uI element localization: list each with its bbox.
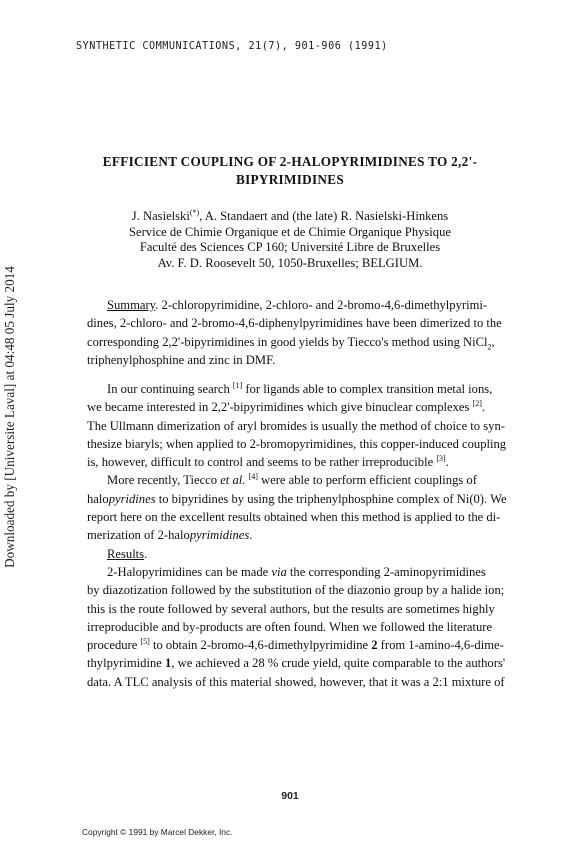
download-watermark: Downloaded by [Universite Laval] at 04:48 05 July 2014: [2, 266, 17, 568]
author-block: [80, 209, 500, 271]
body-line: we became interested in 2,2'-bipyrimidines which give binuclear complexes [2].: [87, 399, 486, 415]
summary-line: triphenylphosphine and zinc in DMF.: [87, 353, 276, 368]
body-line: by diazotization followed by the substitution of the diazonio group by a halide ion;: [87, 583, 505, 598]
results-heading: Results.: [107, 546, 148, 561]
title-line-1: EFFICIENT COUPLING OF 2-HALOPYRIMIDINES TO 2,2'-: [102, 154, 478, 169]
body-line: irreproducible and by-products are often found. When we followed the literature: [87, 619, 493, 634]
affiliation-line-3: Av. F. D. Roosevelt 50, 1050-Bruxelles; BELGIUM.: [157, 255, 423, 270]
affiliation-line-1: Service de Chimie Organique et de Chimie Organique Physique: [128, 224, 451, 239]
affiliation-line-2: Faculté des Sciences CP 160; Université Libre de Bruxelles: [139, 240, 441, 255]
body-line: merization of 2-halopyrimidines.: [87, 528, 253, 543]
summary-paragraph: [87, 296, 501, 370]
body-line: is, however, difficult to control and seems to be rather irreproducible [3].: [87, 454, 449, 470]
title-line-2: BIPYRIMIDINES: [236, 172, 344, 187]
summary-line: Summary. 2-chloropyrimidine, 2-chloro- and 2-bromo-4,6-dimethylpyrimi-: [107, 298, 488, 312]
page-number: 901: [281, 790, 299, 802]
running-header: SYNTHETIC COMMUNICATIONS, 21(7), 901-906 (1991): [76, 41, 388, 52]
body-line: In our continuing search [1] for ligands able to complex transition metal ions,: [107, 380, 493, 396]
article-title: [80, 153, 500, 189]
body-text: [87, 380, 507, 691]
summary-label: Summary: [107, 298, 156, 312]
body-line: procedure [5] to obtain 2-bromo-4,6-dimethylpyrimidine 2 from 1-amino-4,6-dime-: [87, 636, 504, 653]
body-line: 2-Halopyrimidines can be made via the corresponding 2-aminopyrimidines: [107, 564, 486, 579]
summary-line: dines, 2-chloro- and 2-bromo-4,6-diphenylpyrimidines have been dimerized to the: [87, 316, 502, 331]
body-line: thesize biaryls; when applied to 2-bromopyrimidines, this copper-induced coupling: [87, 436, 507, 451]
author-names: J. Nasielski(*), A. Standaert and (the late) R. Nasielski-Hinkens: [131, 207, 449, 223]
body-line: this is the route followed by several authors, but the results are sometimes highly: [87, 601, 495, 616]
summary-line: corresponding 2,2'-bipyrimidines in good yields by Tiecco's method using NiCl$_2$,: [87, 334, 495, 352]
body-line: The Ullmann dimerization of aryl bromides is usually the method of choice to syn-: [87, 418, 505, 433]
body-line: data. A TLC analysis of this material showed, however, that it was a 2:1 mixture of: [87, 674, 505, 689]
body-line: halopyridines to bipyridines by using the triphenylphosphine complex of Ni(0). We: [87, 491, 507, 506]
body-line: thylpyrimidine 1, we achieved a 28 % crude yield, quite comparable to the authors': [87, 656, 506, 671]
copyright-notice: Copyright © 1991 by Marcel Dekker, Inc.: [82, 827, 233, 837]
body-line: report here on the excellent results obtained when this method is applied to the di-: [87, 510, 501, 525]
body-line: More recently, Tiecco et al. [4] were able to perform efficient couplings of: [107, 472, 477, 488]
